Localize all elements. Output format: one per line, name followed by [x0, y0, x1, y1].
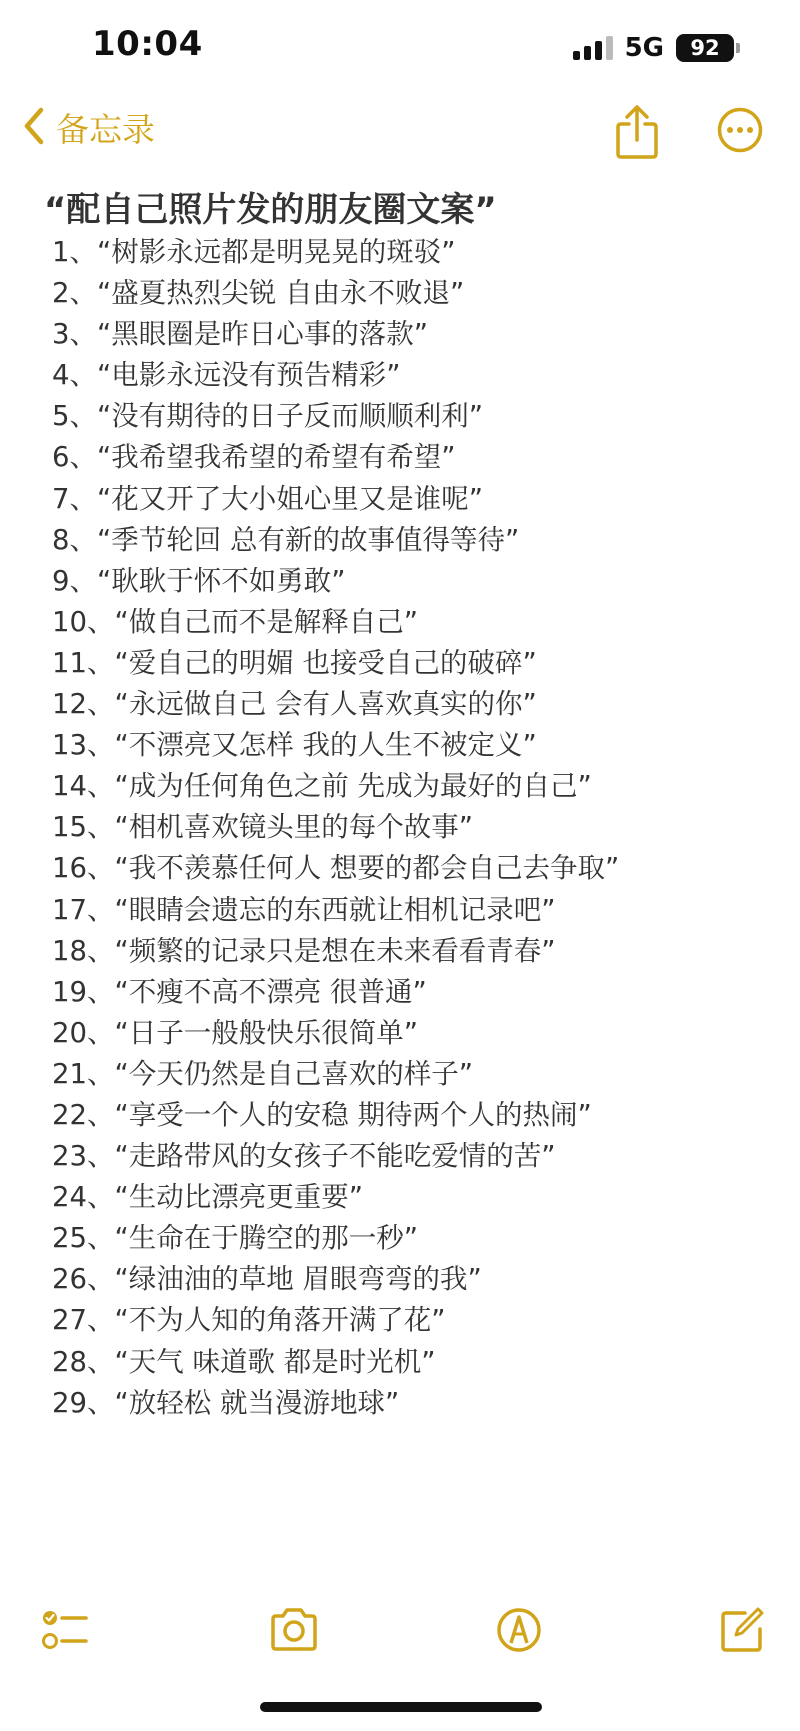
battery-cap [736, 43, 740, 53]
note-line: 2、“盛夏热烈尖锐 自由永不败退” [52, 277, 465, 310]
note-line: 7、“花又开了大小姐心里又是谁呢” [52, 482, 483, 515]
note-line: 10、“做自己而不是解释自己” [52, 605, 418, 638]
note-line: 18、“频繁的记录只是想在未来看看青春” [52, 934, 556, 967]
note-line: 1、“树影永远都是明晃晃的斑驳” [52, 236, 456, 268]
note-line: 8、“季节轮回 总有新的故事值得等待” [52, 523, 520, 556]
battery-icon [676, 34, 740, 62]
status-bar [0, 0, 800, 100]
note-line: 9、“耿耿于怀不如勇敢” [52, 564, 346, 597]
note-title: “配自己照片发的朋友圈文案” [44, 190, 497, 230]
note-line: 11、“爱自己的明媚 也接受自己的破碎” [52, 646, 537, 679]
note-line: 29、“放轻松 就当漫游地球” [52, 1386, 400, 1419]
network-type: 5G [624, 33, 664, 63]
note-line: 24、“生动比漂亮更重要” [52, 1181, 363, 1214]
checklist-button[interactable] [40, 1605, 90, 1659]
note-line: 6、“我希望我希望的希望有希望” [52, 441, 456, 474]
battery-level: 92 [676, 34, 734, 62]
bottom-toolbar [0, 1595, 800, 1665]
markup-button[interactable] [496, 1605, 542, 1659]
note-line: 15、“相机喜欢镜头里的每个故事” [52, 811, 473, 844]
markup-pen-icon [496, 1605, 542, 1655]
status-indicators [573, 33, 740, 63]
camera-button[interactable] [268, 1605, 320, 1659]
share-button[interactable] [614, 104, 660, 160]
note-line: 28、“天气 味道歌 都是时光机” [52, 1345, 436, 1378]
note-line: 12、“永远做自己 会有人喜欢真实的你” [52, 688, 537, 721]
note-line: 17、“眼睛会遗忘的东西就让相机记录吧” [52, 893, 556, 926]
note-line: 20、“日子一般般快乐很简单” [52, 1016, 418, 1049]
note-line: 16、“我不羡慕任何人 想要的都会自己去争取” [52, 852, 620, 885]
note-line: 21、“今天仍然是自己喜欢的样子” [52, 1057, 473, 1090]
compose-button[interactable] [718, 1605, 766, 1659]
note-line: 23、“走路带风的女孩子不能吃爱情的苦” [52, 1140, 556, 1173]
note-line: 4、“电影永远没有预告精彩” [52, 359, 401, 392]
back-button[interactable] [22, 104, 155, 151]
note-line: 27、“不为人知的角落开满了花” [52, 1304, 446, 1337]
note-line: 19、“不瘦不高不漂亮 很普通” [52, 975, 427, 1008]
share-icon [614, 104, 660, 160]
note-line: 13、“不漂亮又怎样 我的人生不被定义” [52, 729, 537, 762]
note-line: 3、“黑眼圈是昨日心事的落款” [52, 318, 428, 351]
camera-icon [268, 1605, 320, 1655]
note-line: 5、“没有期待的日子反而顺顺利利” [52, 400, 483, 433]
note-line: 25、“生命在于腾空的那一秒” [52, 1222, 418, 1255]
signal-strength-icon [573, 36, 613, 60]
nav-bar [0, 100, 800, 170]
note-list [52, 232, 619, 1424]
status-time: 10:04 [92, 24, 203, 64]
note-line: 22、“享受一个人的安稳 期待两个人的热闹” [52, 1098, 592, 1131]
note-line: 26、“绿油油的草地 眉眼弯弯的我” [52, 1263, 482, 1296]
home-indicator[interactable] [260, 1702, 542, 1712]
checklist-icon [40, 1605, 90, 1655]
back-label: 备忘录 [56, 110, 155, 149]
more-icon [716, 106, 764, 154]
note-line: 14、“成为任何角色之前 先成为最好的自己” [52, 770, 592, 803]
chevron-left-icon [22, 106, 46, 150]
compose-icon [718, 1605, 766, 1655]
more-button[interactable] [716, 106, 764, 154]
